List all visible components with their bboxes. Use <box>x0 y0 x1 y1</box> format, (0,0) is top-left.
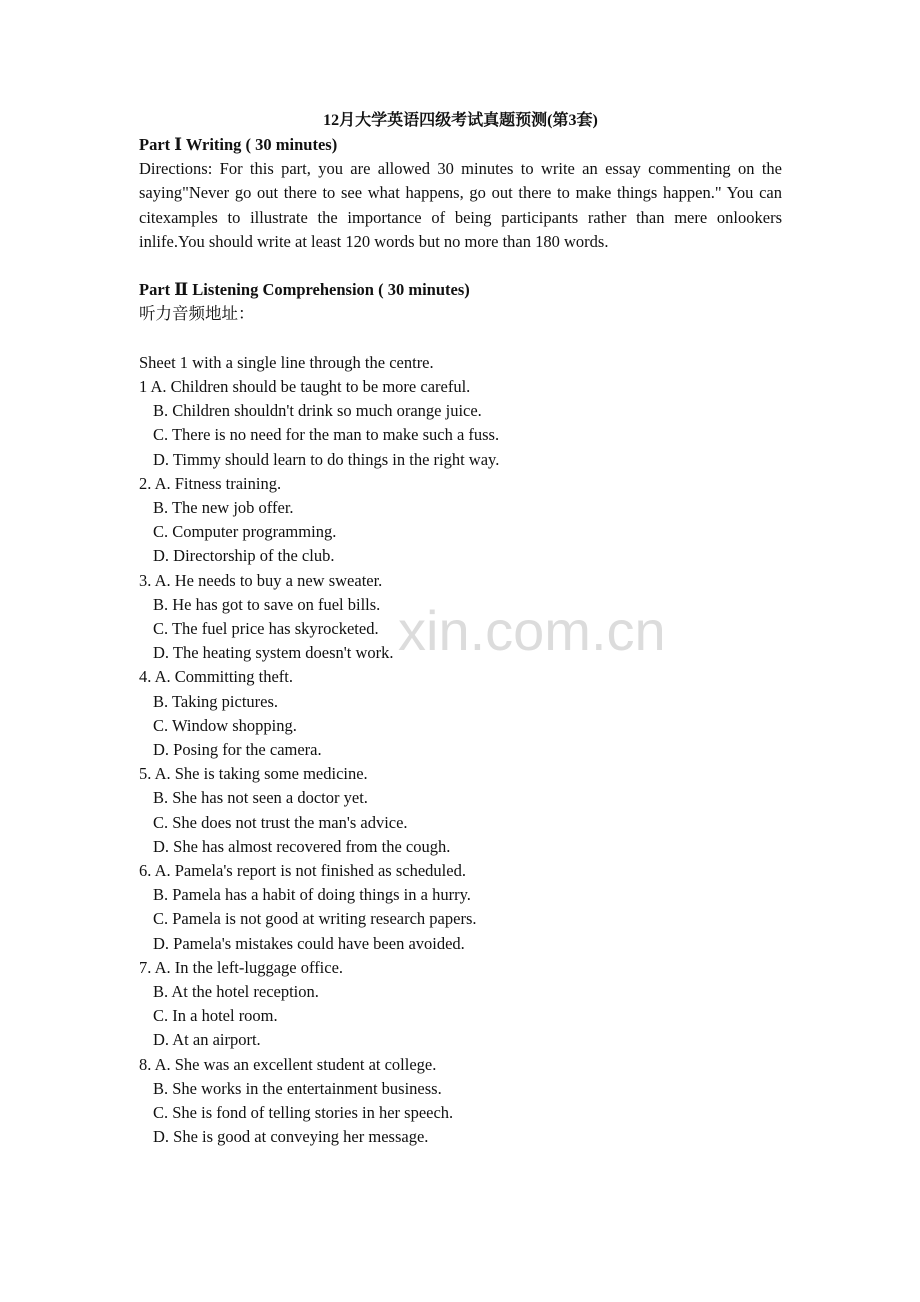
question-4: 4. A. Committing theft. <box>139 667 294 687</box>
question-4-option: B. Taking pictures. <box>153 691 279 711</box>
question-6: 6. A. Pamela's report is not finished as scheduled. <box>139 861 466 881</box>
question-8-option: B. She works in the entertainment business. <box>153 1078 442 1098</box>
question-6-option: B. Pamela has a habit of doing things in a hurry. <box>153 885 471 905</box>
question-5-option: D. She has almost recovered from the cough. <box>153 836 451 856</box>
part2-heading: Part Ⅱ Listening Comprehension ( 30 minutes) <box>139 280 470 300</box>
question-6-option: D. Pamela's mistakes could have been avoided. <box>153 933 465 953</box>
question-2-option: C. Computer programming. <box>153 522 337 542</box>
question-3-option: D. The heating system doesn't work. <box>153 643 394 663</box>
question-2: 2. A. Fitness training. <box>139 473 282 493</box>
part1-heading: Part Ⅰ Writing ( 30 minutes) <box>139 135 338 154</box>
question-5: 5. A. She is taking some medicine. <box>139 764 368 784</box>
question-7-option: B. At the hotel reception. <box>153 982 319 1002</box>
question-7: 7. A. In the left-luggage office. <box>139 957 344 977</box>
question-2-option: D. Directorship of the club. <box>153 546 335 566</box>
question-4-option: D. Posing for the camera. <box>153 740 322 760</box>
question-1-option: D. Timmy should learn to do things in the right way. <box>153 449 500 469</box>
question-1: 1 A. Children should be taught to be more careful. <box>139 377 471 396</box>
question-8-option: C. She is fond of telling stories in her speech. <box>153 1103 454 1123</box>
question-8-option: D. She is good at conveying her message. <box>153 1127 429 1147</box>
document-title: 12月大学英语四级考试真题预测(第3套) <box>323 112 598 129</box>
question-7-option: D. At an airport. <box>153 1030 261 1050</box>
question-8: 8. A. She was an excellent student at college. <box>139 1054 437 1074</box>
document-page <box>139 109 782 1150</box>
question-3-option: B. He has got to save on fuel bills. <box>153 594 381 614</box>
question-list <box>139 375 782 1150</box>
question-1-option: B. Children shouldn't drink so much orange juice. <box>153 401 482 421</box>
question-4-option: C. Window shopping. <box>153 715 297 735</box>
question-6-option: C. Pamela is not good at writing research papers. <box>153 909 477 929</box>
sheet-note: Sheet 1 with a single line through the centre. <box>139 352 434 372</box>
question-3-option: C. The fuel price has skyrocketed. <box>153 619 379 639</box>
question-1-option: C. There is no need for the man to make such a fuss. <box>153 425 500 445</box>
part1-directions: Directions: For this part, you are allowed 30 minutes to write an essay commenting on the saying"Never go out there to see what happens, go out there to make things happen." You can citexamples to illustrate the importance of being participants rather than mere onlookers inlife.You should write at least 120 words but no more than 180 words. <box>139 159 782 251</box>
spacer <box>139 254 782 278</box>
audio-label: 听力音频地址： <box>139 304 255 324</box>
question-5-option: C. She does not trust the man's advice. <box>153 812 408 832</box>
question-7-option: C. In a hotel room. <box>153 1006 278 1026</box>
watermark: xin.com.cn <box>398 599 666 662</box>
question-3: 3. A. He needs to buy a new sweater. <box>139 570 383 590</box>
spacer <box>139 327 782 351</box>
question-5-option: B. She has not seen a doctor yet. <box>153 788 368 808</box>
question-2-option: B. The new job offer. <box>153 498 294 518</box>
